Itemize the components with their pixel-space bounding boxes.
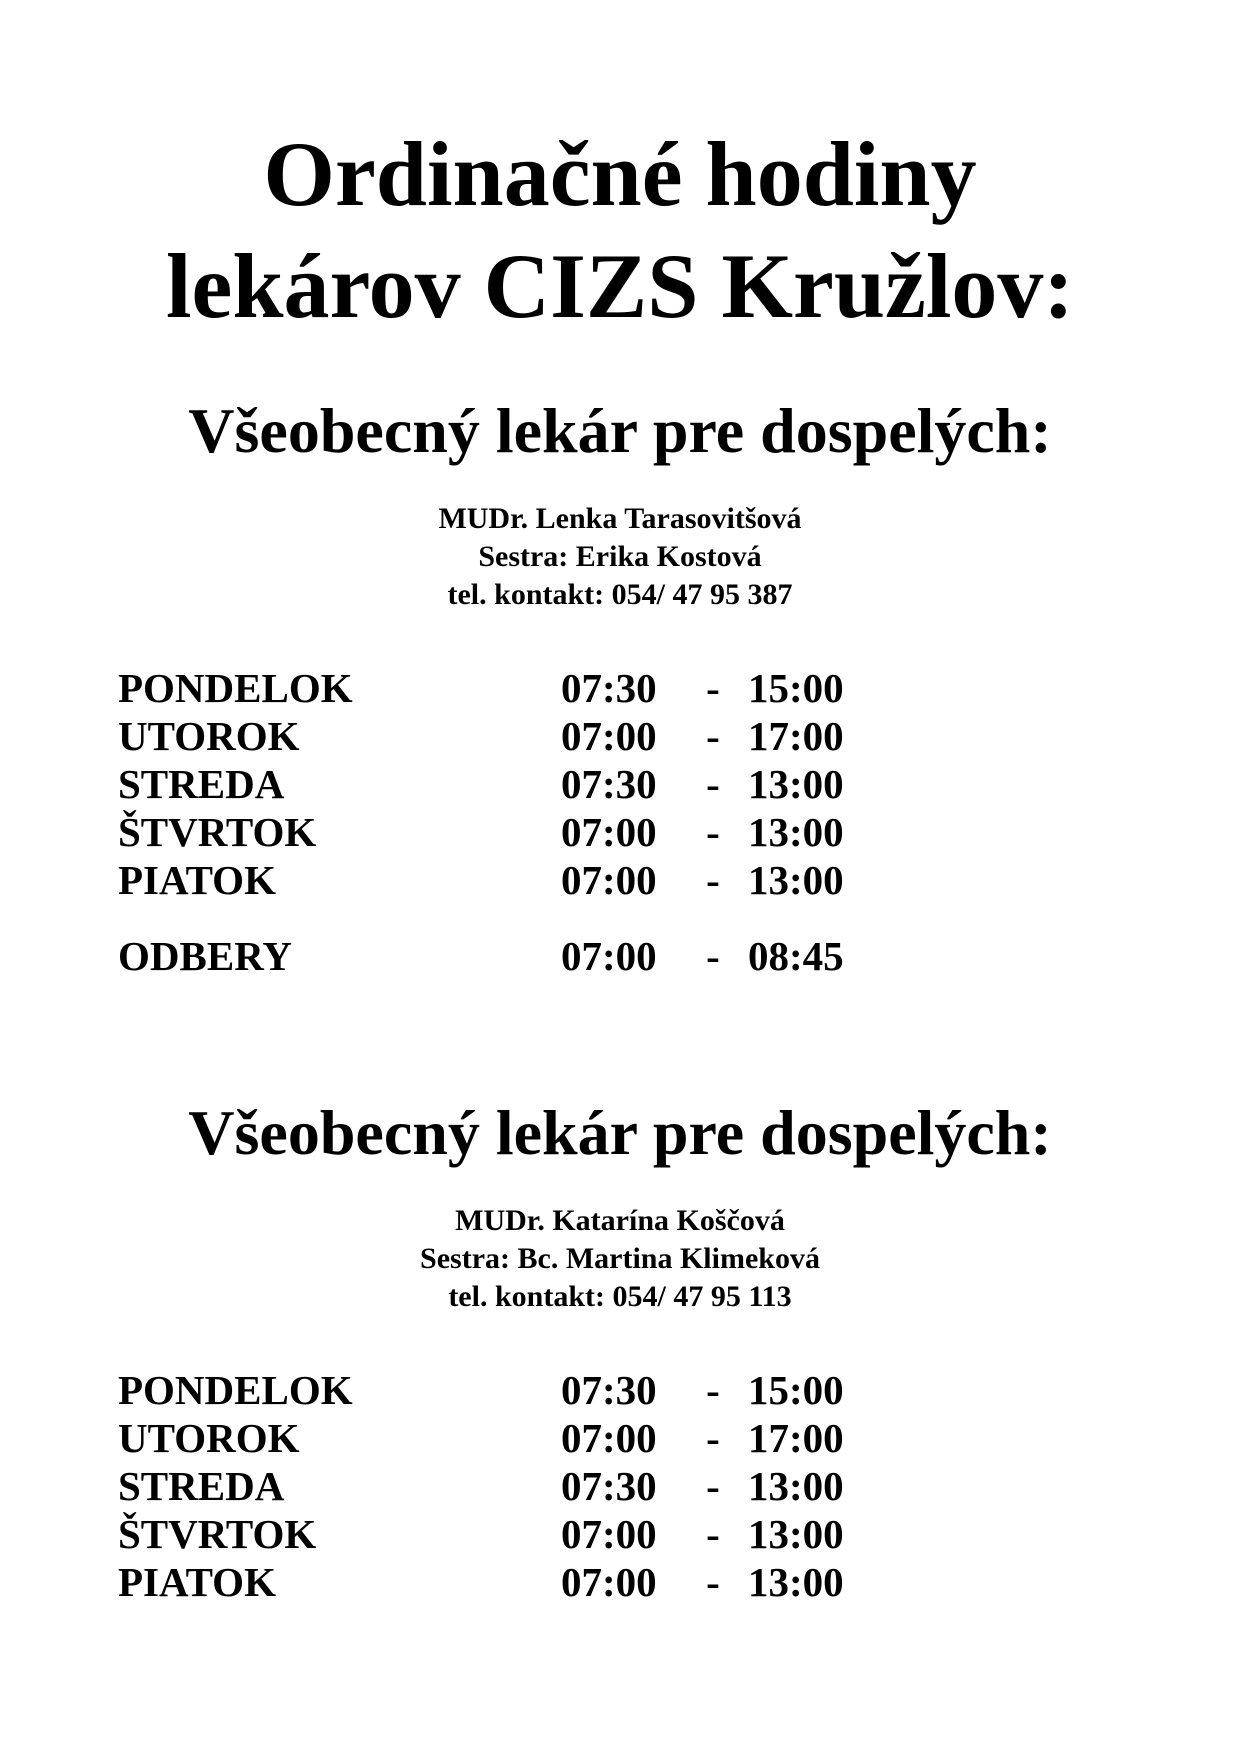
nurse-name: Sestra: Erika Kostová <box>478 540 762 573</box>
hours-row <box>118 664 878 712</box>
hours-row <box>118 1462 878 1510</box>
day-label: STREDA <box>118 761 285 807</box>
day-label: STREDA <box>118 1463 285 1509</box>
time-from: 07:30 <box>561 761 657 807</box>
doctor-name: MUDr. Lenka Tarasovitšová <box>438 502 802 535</box>
hours-row <box>118 808 878 856</box>
hours-row <box>118 1558 878 1606</box>
time-from: 07:00 <box>561 857 657 903</box>
contact-block <box>0 500 1240 614</box>
hours-row <box>118 712 878 760</box>
time-to: 17:00 <box>748 713 844 759</box>
doctor-name: MUDr. Katarína Koščová <box>455 1204 785 1237</box>
time-separator: - <box>706 1367 720 1413</box>
time-from: 07:00 <box>561 1511 657 1557</box>
time-separator: - <box>706 1463 720 1509</box>
time-separator: - <box>706 665 720 711</box>
day-label: ŠTVRTOK <box>118 1511 317 1557</box>
time-separator: - <box>706 1511 720 1557</box>
section-heading: Všeobecný lekár pre dospelých: <box>188 395 1052 466</box>
time-separator: - <box>706 1415 720 1461</box>
page-title-line-2: lekárov CIZS Kružlov: <box>165 235 1075 337</box>
time-from: 07:00 <box>561 713 657 759</box>
blood-draw-row <box>118 932 878 980</box>
hours-row <box>118 856 878 904</box>
time-to: 08:45 <box>748 933 844 979</box>
day-label: PONDELOK <box>118 1367 353 1413</box>
row-spacer <box>118 904 878 932</box>
time-to: 17:00 <box>748 1415 844 1461</box>
time-to: 15:00 <box>748 665 844 711</box>
day-label: UTOROK <box>118 1415 300 1461</box>
nurse-name: Sestra: Bc. Martina Klimeková <box>420 1242 820 1275</box>
time-from: 07:00 <box>561 933 657 979</box>
time-to: 13:00 <box>748 857 844 903</box>
phone-contact: tel. kontakt: 054/ 47 95 387 <box>447 578 793 611</box>
office-hours-table <box>118 1366 878 1606</box>
day-label: ODBERY <box>118 933 292 979</box>
time-from: 07:30 <box>561 1367 657 1413</box>
day-label: UTOROK <box>118 713 300 759</box>
hours-row <box>118 760 878 808</box>
time-from: 07:00 <box>561 1415 657 1461</box>
day-label: PIATOK <box>118 857 276 903</box>
time-to: 13:00 <box>748 1463 844 1509</box>
page-title-line-1: Ordinačné hodiny <box>263 123 977 225</box>
time-to: 13:00 <box>748 761 844 807</box>
time-separator: - <box>706 761 720 807</box>
time-separator: - <box>706 809 720 855</box>
time-to: 13:00 <box>748 1511 844 1557</box>
hours-row <box>118 1510 878 1558</box>
hours-row <box>118 1414 878 1462</box>
day-label: PIATOK <box>118 1559 276 1605</box>
time-from: 07:30 <box>561 665 657 711</box>
day-label: ŠTVRTOK <box>118 809 317 855</box>
hours-row <box>118 1366 878 1414</box>
time-separator: - <box>706 857 720 903</box>
time-to: 13:00 <box>748 809 844 855</box>
time-from: 07:30 <box>561 1463 657 1509</box>
time-separator: - <box>706 1559 720 1605</box>
phone-contact: tel. kontakt: 054/ 47 95 113 <box>448 1280 792 1313</box>
section-heading: Všeobecný lekár pre dospelých: <box>188 1097 1052 1168</box>
time-separator: - <box>706 933 720 979</box>
time-separator: - <box>706 713 720 759</box>
office-hours-table <box>118 664 878 980</box>
time-to: 15:00 <box>748 1367 844 1413</box>
time-from: 07:00 <box>561 1559 657 1605</box>
day-label: PONDELOK <box>118 665 353 711</box>
contact-block <box>0 1202 1240 1316</box>
time-from: 07:00 <box>561 809 657 855</box>
time-to: 13:00 <box>748 1559 844 1605</box>
